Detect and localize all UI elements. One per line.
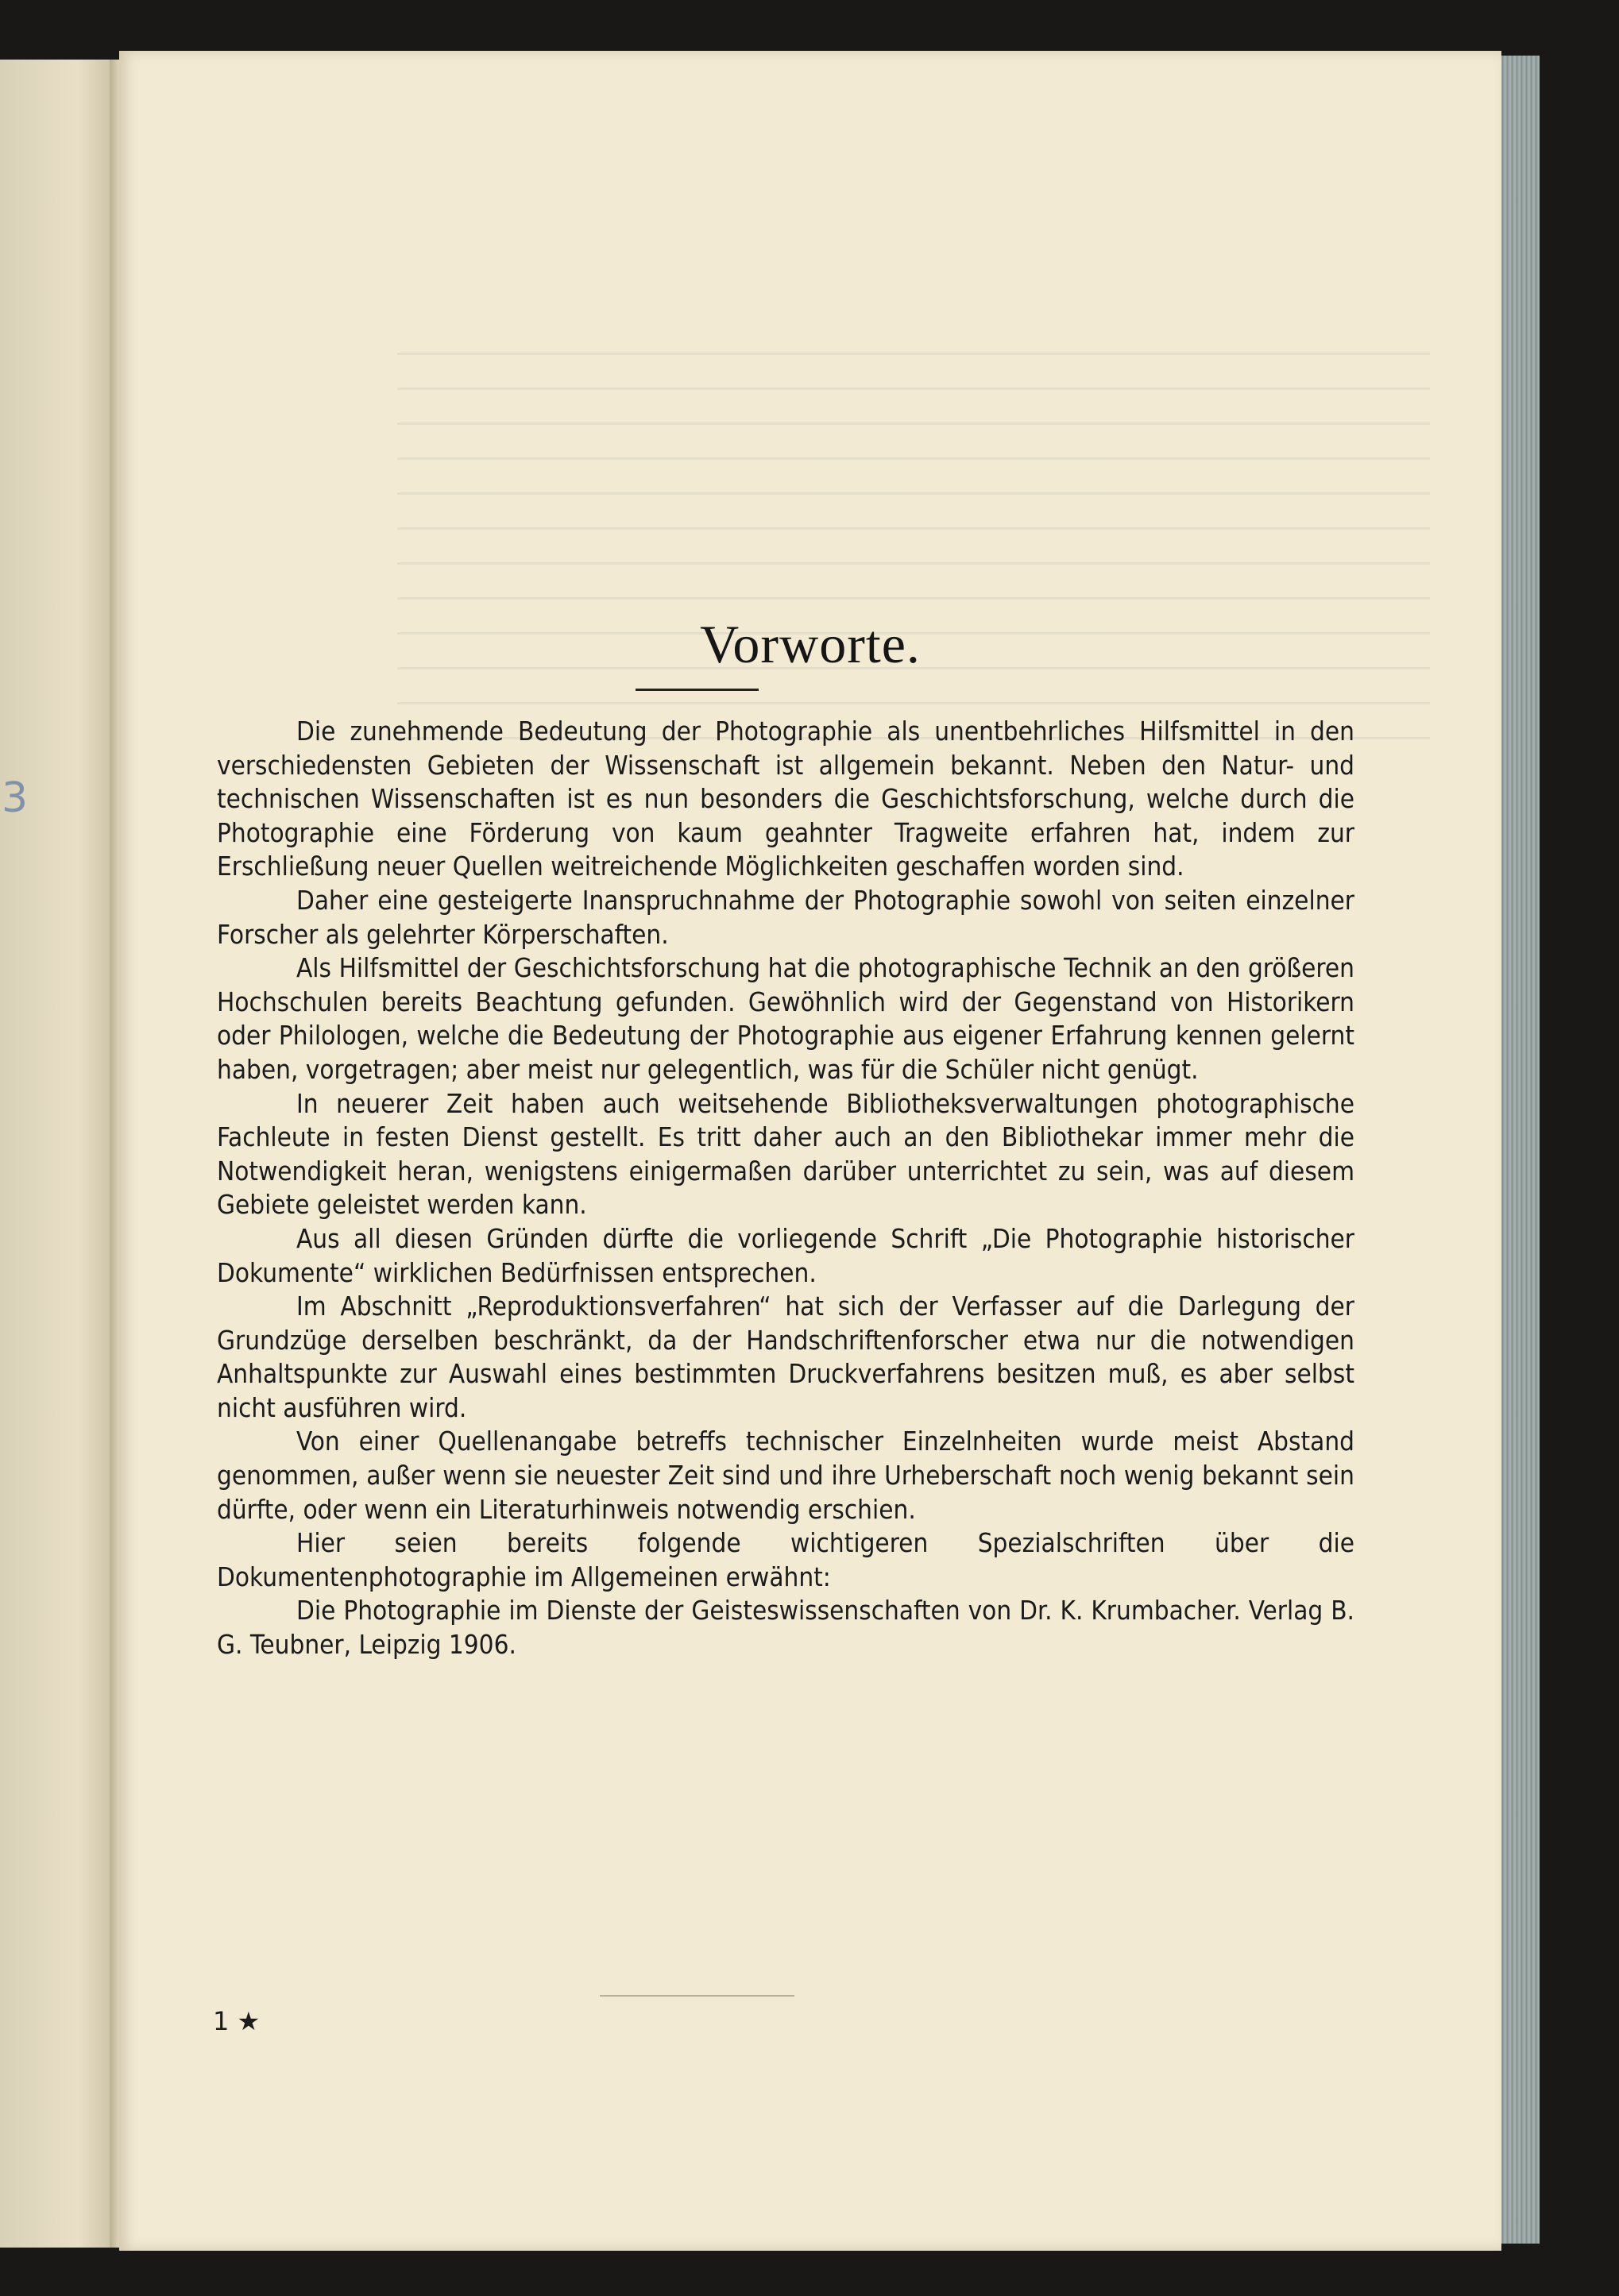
paragraph-4: In neuerer Zeit haben auch weitsehende Bibliotheksverwaltungen photographische Fachleute in festen Dienst gestellt. Es tritt daher auch an den Bibliothekar immer mehr die Notwendigkeit heran, wenigstens einigermaßen darüber unterrichtet zu sein, was auf diesem Gebiete geleistet werden kann. (217, 1087, 1354, 1221)
paragraph-6: Im Abschnitt „Reproduktionsverfahren“ hat sich der Verfasser auf die Darlegung der Grundzüge derselben beschränkt, da der Handschriftenforscher etwa nur die notwendigen Anhaltspunkte zur Auswahl eines bestimmten Druckverfahrens besitzen muß, es aber selbst nicht ausführen wird. (217, 1291, 1354, 1423)
paragraph-7: Von einer Quellenangabe betreffs technischer Einzelnheiten wurde meist Abstand genommen, außer wenn sie neuester Zeit sind und ihre Urheberschaft noch wenig bekannt sein dürfte, oder wenn ein Literaturhinweis notwendig erschien. (217, 1426, 1354, 1525)
paragraph-5: Aus all diesen Gründen dürfte die vorliegende Schrift „Die Photographie historischer Dokumente“ wirklichen Bedürfnissen entsprechen. (217, 1222, 1354, 1288)
paragraph-8: Hier seien bereits folgende wichtigeren Spezialschriften über die Dokumentenphotographie im Allgemeinen erwähnt: (217, 1527, 1354, 1592)
page-title: Vorworte. (700, 614, 921, 674)
paragraph-1: Die zunehmende Bedeutung der Photographie als unentbehrliches Hilfsmittel in den verschiedensten Gebieten der Wissenschaft ist allgemein bekannt. Neben den Natur- und technischen Wissenschaften ist es nun besonders die Geschichtsforschung, welche durch die Photographie eine Förderung von kaum geahnter Tragweite erfahren hat, indem zur Erschließung neuer Quellen weitreichende Möglichkeiten geschaffen worden sind. (217, 716, 1354, 882)
left-margin-mark: 3 (2, 774, 29, 822)
title-rule (636, 689, 759, 691)
page-number: 1 ★ (213, 2006, 261, 2036)
left-page-edge (0, 60, 111, 2248)
book-page (119, 51, 1501, 2251)
paragraph-3: Als Hilfsmittel der Geschichtsforschung hat die photographische Technik an den größeren Hochschulen bereits Beachtung gefunden. Gewöhnlich wird der Gegenstand von Historikern oder Philologen, welche die Bedeutung der Photographie aus eigener Erfahrung kennen gelernt haben, vorgetragen; aber meist nur gelegentlich, was für die Schüler nicht genügt. (217, 952, 1354, 1085)
bleed-through-text (397, 353, 1430, 750)
footer-rule (600, 1995, 794, 1997)
body-text (217, 715, 1354, 1662)
paragraph-2: Daher eine gesteigerte Inanspruchnahme der Photographie sowohl von seiten einzelner Forscher als gelehrter Körperschaften. (217, 884, 1354, 950)
paragraph-9: Die Photographie im Dienste der Geisteswissenschaften von Dr. K. Krumbacher. Verlag B. G. Teubner, Leipzig 1906. (217, 1595, 1354, 1661)
